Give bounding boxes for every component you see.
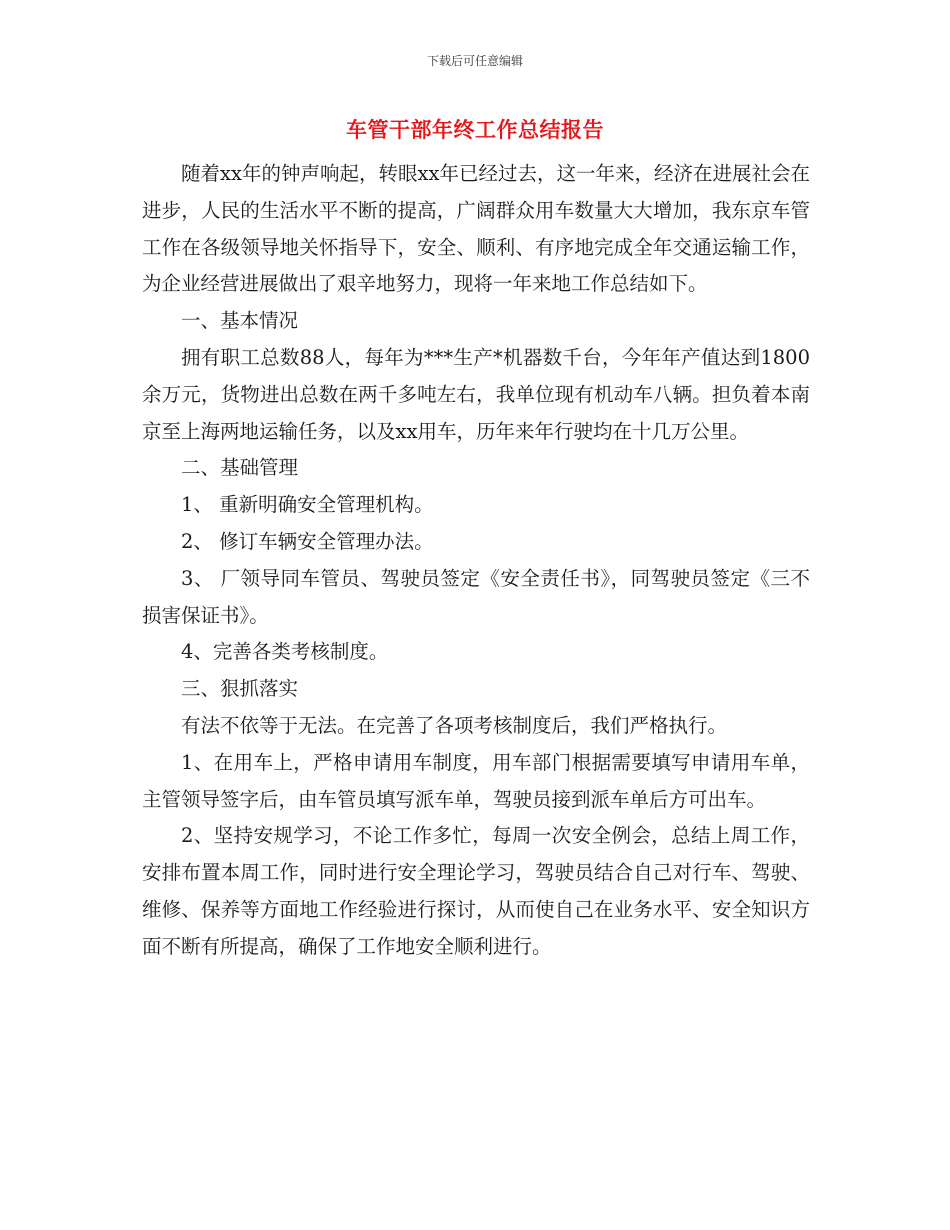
document-body — [142, 156, 810, 966]
section-heading-implementation: 三、狠抓落实 — [181, 677, 299, 701]
implementation-item-2: 2、坚持安规学习，不论工作多忙，每周一次安全例会，总结上周工作，安排布置本周工作，同时进行安全理论学习，驾驶员结合自己对行车、驾驶、维修、保养等方面地工作经验进行探讨，从而使自己在业务水平、安全知识方面不断有所提高，确保了工作地安全顺利进行。 — [142, 824, 810, 958]
section-heading-basic-management: 二、基础管理 — [181, 456, 299, 480]
management-item-4: 4、完善各类考核制度。 — [181, 640, 389, 664]
section-heading-basic-situation: 一、基本情况 — [181, 309, 299, 333]
intro-paragraph: 随着xx年的钟声响起，转眼xx年已经过去，这一年来，经济在进展社会在进步，人民的生活水平不断的提高，广阔群众用车数量大大增加，我东京车管工作在各级领导地关怀指导下，安全、顺利、有序地完成全年交通运输工作，为企业经营进展做出了艰辛地努力，现将一年来地工作总结如下。 — [142, 162, 810, 296]
management-item-2: 2、 修订车辆安全管理办法。 — [181, 529, 434, 553]
document-title: 车管干部年终工作总结报告 — [346, 118, 604, 142]
implementation-intro-paragraph: 有法不依等于无法。在完善了各项考核制度后，我们严格执行。 — [181, 713, 728, 737]
management-item-1: 1、 重新明确安全管理机构。 — [181, 493, 434, 517]
implementation-item-1: 1、在用车上，严格申请用车制度，用车部门根据需要填写申请用车单，主管领导签字后，由车管员填写派车单，驾驶员接到派车单后方可出车。 — [142, 750, 810, 811]
basic-situation-paragraph: 拥有职工总数88人，每年为***生产*机器数千台，今年年产值达到1800余万元，货物进出总数在两千多吨左右，我单位现有机动车八辆。担负着本南京至上海两地运输任务，以及xx用车，历年来年行驶均在十几万公里。 — [142, 345, 810, 443]
management-item-3: 3、 厂领导同车管员、驾驶员签定《安全责任书》，同驾驶员签定《三不损害保证书》。 — [142, 566, 810, 627]
page-header-note: 下载后可任意编辑 — [426, 54, 523, 68]
